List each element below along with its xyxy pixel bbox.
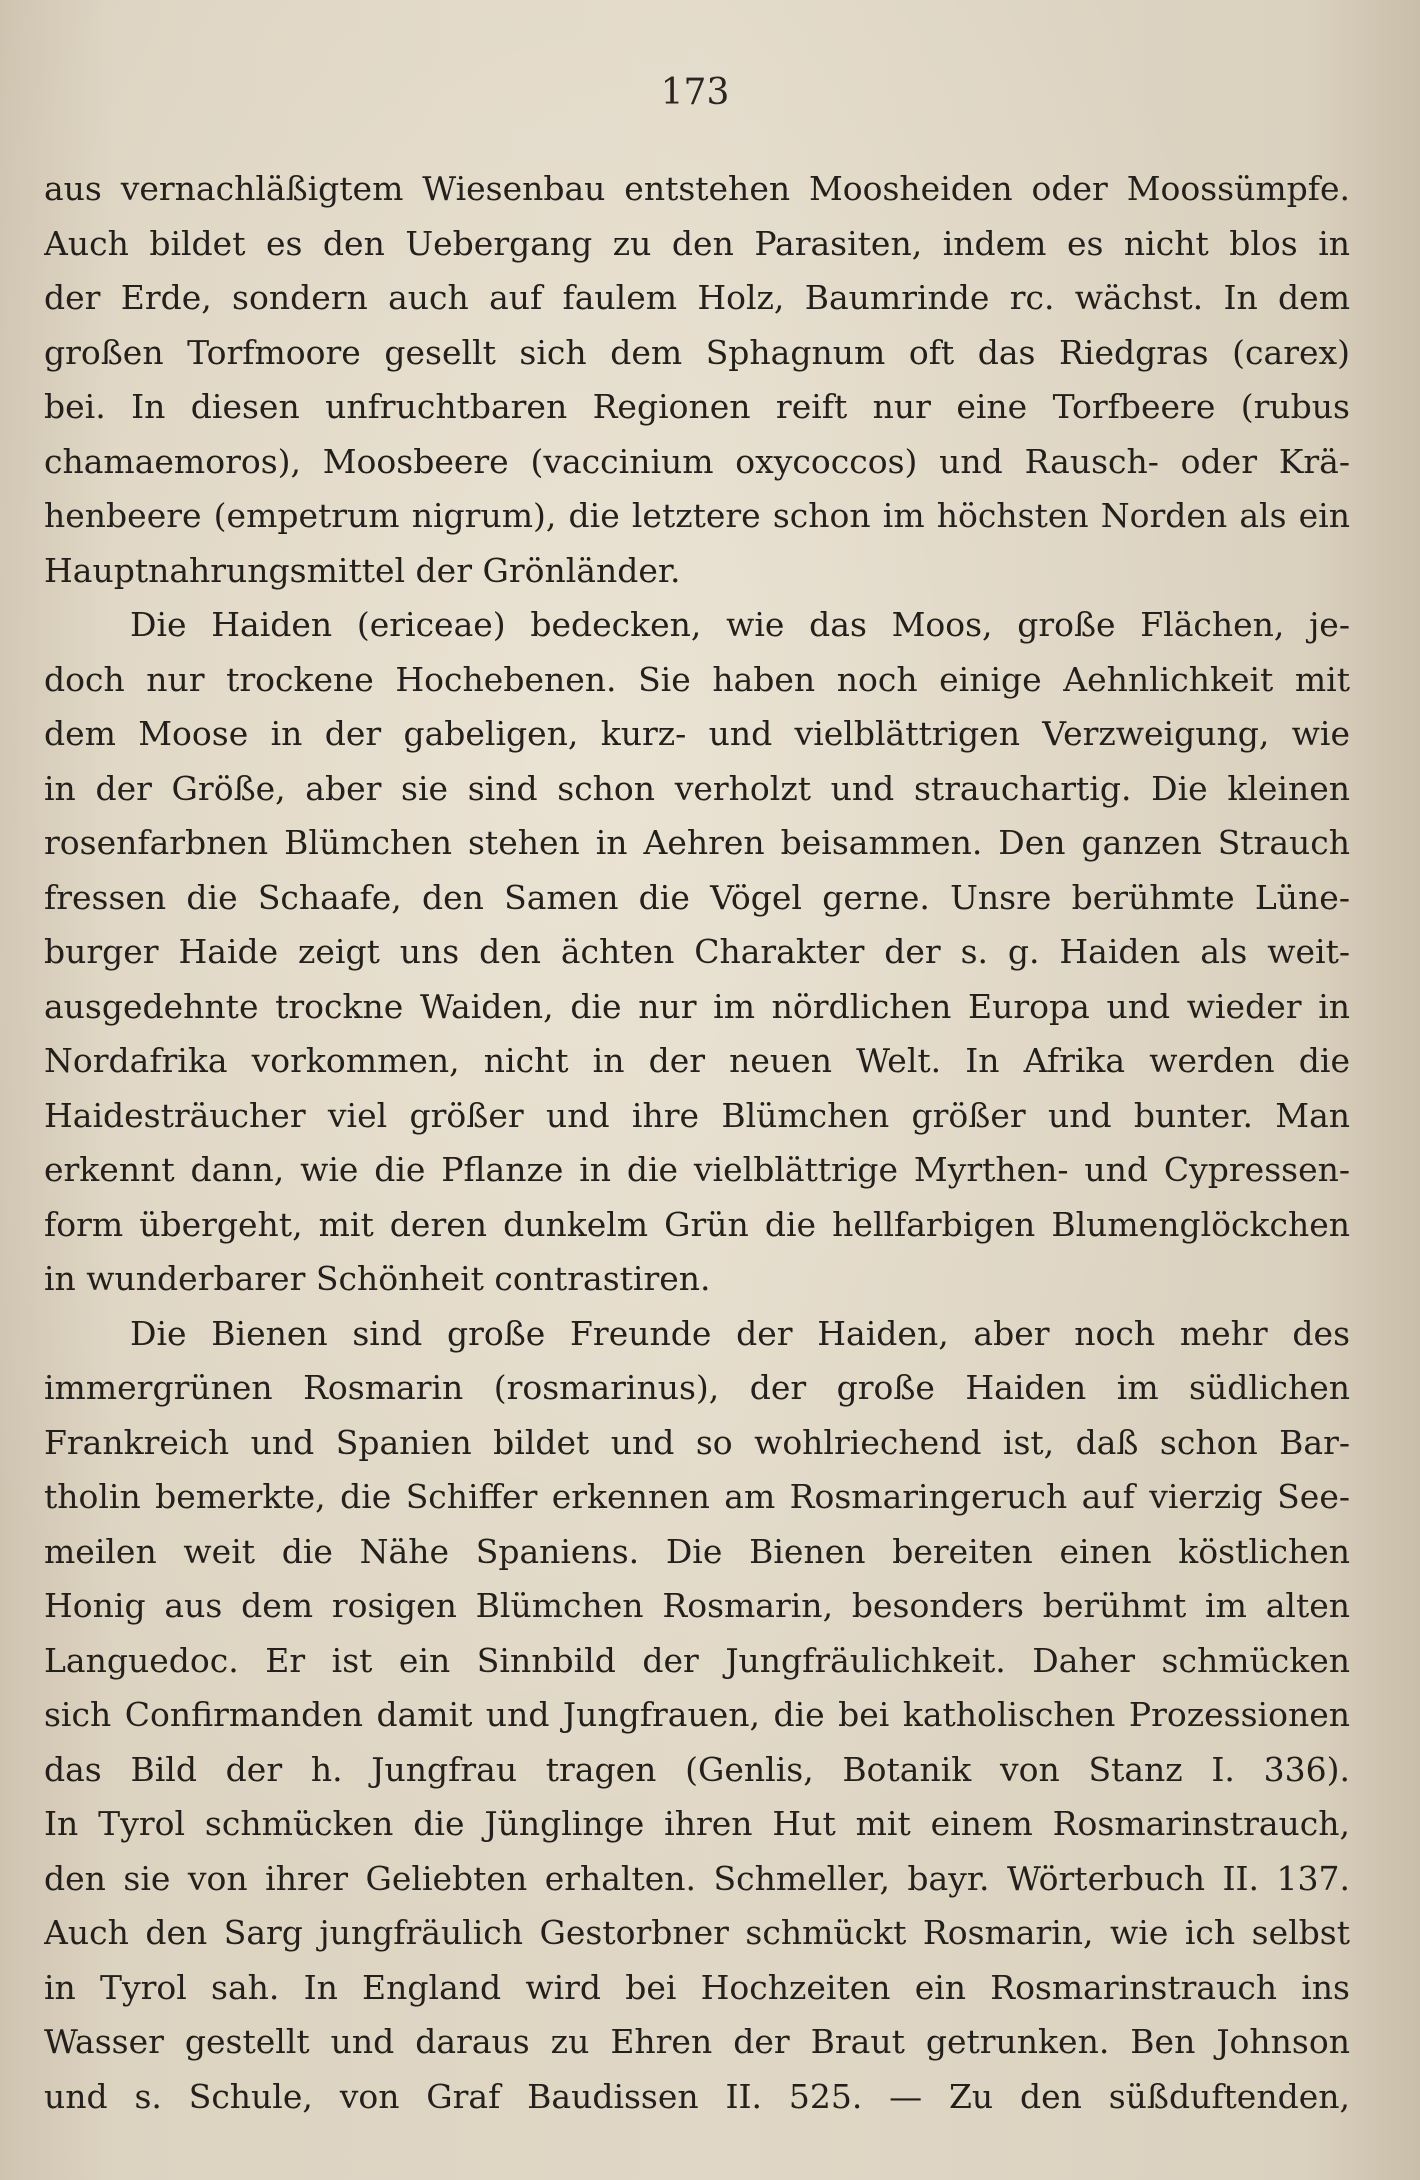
text-line: Haidesträucher viel größer und ihre Blümchen größer und bunter. Man: [44, 1095, 1350, 1135]
text-line: in Tyrol sah. In England wird bei Hochzeiten ein Rosmarinstrauch ins: [44, 1967, 1350, 2007]
text-line: Languedoc. Er ist ein Sinnbild der Jungfräulichkeit. Daher schmücken: [44, 1640, 1350, 1680]
text-line: burger Haide zeigt uns den ächten Charakter der s. g. Haiden als weit-: [44, 932, 1350, 971]
text-line: Nordafrika vorkommen, nicht in der neuen Welt. In Afrika werden die: [44, 1041, 1350, 1080]
text-line: Die Haiden (ericeae) bedecken, wie das Moos, große Flächen, je-: [130, 605, 1350, 644]
text-line: tholin bemerkte, die Schiffer erkennen am Rosmaringeruch auf vierzig See-: [44, 1477, 1350, 1516]
text-line: aus vernachläßigtem Wiesenbau entstehen Moosheiden oder Moossümpfe.: [44, 169, 1350, 208]
text-line: sich Confirmanden damit und Jungfrauen, die bei katholischen Prozessionen: [44, 1695, 1350, 1734]
text-line: Wasser gestellt und daraus zu Ehren der Braut getrunken. Ben Johnson: [44, 2022, 1350, 2061]
text-line: Die Bienen sind große Freunde der Haiden, aber noch mehr des: [130, 1313, 1350, 1353]
text-line: erkennt dann, wie die Pflanze in die vielblättrige Myrthen- und Cypressen-: [44, 1150, 1350, 1189]
text-line: und s. Schule, von Graf Baudissen II. 525. — Zu den süßduftenden,: [44, 2076, 1350, 2116]
text-line: immergrünen Rosmarin (rosmarinus), der große Haiden im südlichen: [44, 1368, 1350, 1407]
text-line: form übergeht, mit deren dunkelm Grün die hellfarbigen Blumenglöckchen: [44, 1204, 1350, 1244]
text-line: dem Moose in der gabeligen, kurz- und vielblättrigen Verzweigung, wie: [44, 714, 1350, 753]
text-line: doch nur trockene Hochebenen. Sie haben noch einige Aehnlichkeit mit: [44, 659, 1350, 699]
text-line: bei. In diesen unfruchtbaren Regionen reift nur eine Torfbeere (rubus: [44, 387, 1350, 426]
text-line: Honig aus dem rosigen Blümchen Rosmarin, besonders berühmt im alten: [44, 1586, 1350, 1625]
text-line: großen Torfmoore gesellt sich dem Sphagnum oft das Riedgras (carex): [44, 332, 1350, 372]
page-number: 173: [660, 72, 730, 113]
text-line: chamaemoros), Moosbeere (vaccinium oxycoccos) und Rausch- oder Krä-: [44, 441, 1350, 481]
text-line: Frankreich und Spanien bildet und so wohlriechend ist, daß schon Bar-: [44, 1422, 1350, 1462]
text-line: Auch bildet es den Uebergang zu den Parasiten, indem es nicht blos in: [44, 223, 1350, 263]
text-line: fressen die Schaafe, den Samen die Vögel gerne. Unsre berühmte Lüne-: [44, 877, 1350, 917]
body-text: [44, 162, 1350, 2124]
text-line: in wunderbarer Schönheit contrastiren.: [44, 1259, 711, 1298]
text-line: Auch den Sarg jungfräulich Gestorbner schmückt Rosmarin, wie ich selbst: [44, 1913, 1350, 1952]
text-line: der Erde, sondern auch auf faulem Holz, Baumrinde rc. wächst. In dem: [44, 278, 1350, 317]
text-line: in der Größe, aber sie sind schon verholzt und strauchartig. Die kleinen: [44, 768, 1350, 808]
text-line: meilen weit die Nähe Spaniens. Die Bienen bereiten einen köstlichen: [44, 1531, 1350, 1571]
text-line: In Tyrol schmücken die Jünglinge ihren Hut mit einem Rosmarinstrauch,: [44, 1804, 1350, 1843]
text-line: rosenfarbnen Blümchen stehen in Aehren beisammen. Den ganzen Strauch: [44, 823, 1350, 862]
text-line: henbeere (empetrum nigrum), die letztere schon im höchsten Norden als ein: [44, 496, 1350, 535]
text-line: das Bild der h. Jungfrau tragen (Genlis, Botanik von Stanz I. 336).: [44, 1749, 1350, 1789]
text-line: Hauptnahrungsmittel der Grönländer.: [44, 550, 681, 590]
text-line: ausgedehnte trockne Waiden, die nur im nördlichen Europa und wieder in: [44, 986, 1350, 1026]
text-line: den sie von ihrer Geliebten erhalten. Schmeller, bayr. Wörterbuch II. 137.: [44, 1858, 1350, 1898]
